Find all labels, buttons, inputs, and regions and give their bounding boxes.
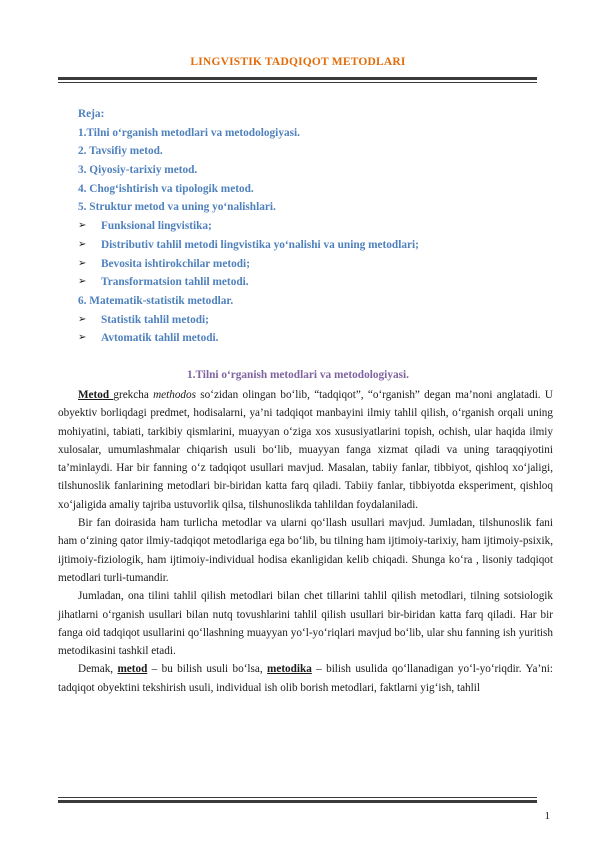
paragraph-4: Demak, metod – bu bilish usuli bo‘lsa, metodika – bilish usulida qo‘llanadigan yo‘l-yo‘riqdir. Ya’ni: tadqiqot obyektini tekshirish usuli, individual ish olib borish metodlari, faktlarni yig‘ish, tahlil — [58, 663, 553, 694]
page-number: 1 — [544, 810, 550, 822]
plan-item — [78, 311, 548, 330]
plan-item-text: Statistik tahlil metodi; — [101, 313, 209, 326]
paragraph-2: Bir fan doirasida ham turlicha metodlar va ularni qo‘llash usullari mavjud. Jumladan, tilshunoslik fani ham o‘zining qator ilmiy-tadqiqot metodlariga ega bo‘lib, bu tilning ham ijtimoiy-tarixiy, ham ijtimoiy-psixik, ijtimoiy-fiziologik, ham ijtimoiy-individual hodisa ekanligidan kelib chiqadi. Shunga ko‘ra , lisoniy tadqiqot metodlari turli-tumandir. — [58, 517, 553, 584]
plan-item-text: 2. Tavsifiy metod. — [78, 145, 163, 158]
arrow-bullet-icon: ➢ — [78, 220, 87, 232]
arrow-bullet-icon: ➢ — [78, 238, 87, 250]
plan-item-text: Bevosita ishtirokchilar metodi; — [101, 257, 250, 270]
arrow-bullet-icon: ➢ — [78, 332, 87, 344]
section-heading: 1.Tilni o‘rganish metodlari va metodologiyasi. — [187, 369, 409, 381]
page-title: LINGVISTIK TADQIQOT METODLARI — [190, 56, 406, 68]
plan-item — [78, 180, 548, 199]
plan-outline — [78, 105, 548, 348]
plan-heading: Reja: — [78, 108, 105, 120]
plan-item-text: 6. Matematik-statistik metodlar. — [78, 294, 234, 307]
body-text — [58, 386, 553, 697]
plan-item-text: 4. Chog‘ishtirish va tipologik metod. — [78, 182, 254, 195]
plan-item — [78, 198, 548, 217]
plan-item — [78, 124, 548, 143]
plan-item — [78, 236, 548, 255]
plan-item-text: 3. Qiyosiy-tarixiy metod. — [78, 164, 198, 177]
plan-item — [78, 161, 548, 180]
term-metod: Metod — [78, 389, 114, 401]
arrow-bullet-icon: ➢ — [78, 276, 87, 288]
plan-item — [78, 329, 548, 348]
plan-item-text: Avtomatik tahlil metodi. — [101, 332, 219, 345]
plan-item-text: 1.Tilni o‘rganish metodlari va metodologiyasi. — [78, 126, 300, 139]
plan-item — [78, 217, 548, 236]
plan-item-text: Funksional lingvistika; — [101, 220, 212, 233]
plan-item-text: 5. Struktur metod va uning yo‘nalishlari. — [78, 201, 276, 214]
plan-item — [78, 292, 548, 311]
footer-divider-thick — [58, 800, 537, 803]
plan-item — [78, 255, 548, 274]
plan-item-text: Distributiv tahlil metodi lingvistika yo‘nalishi va uning metodlari; — [101, 238, 419, 251]
plan-items — [78, 124, 548, 348]
paragraph-3: Jumladan, ona tilini tahlil qilish metodlari bilan chet tillarini tahlil qilish metodlari, tilning sotsiologik jihatlarni o‘rganish usullari bilan nutq tovushlarini tahlil qilish usullari bir-biridan katta farq qiladi. Har bir fanga oid tadqiqot usullarini qo‘llashning muayyan yo‘l-yo‘riqlari mavjud bo‘lib, ular shu fanning ish yuritish metodikasini tashkil etadi. — [58, 590, 553, 658]
term-origin: methodos — [153, 389, 196, 401]
plan-item-text: Transformatsion tahlil metodi. — [101, 276, 249, 289]
plan-item — [78, 273, 548, 292]
arrow-bullet-icon: ➢ — [78, 313, 87, 325]
term-metodika: metodika — [267, 663, 312, 676]
footer-divider-thin — [58, 797, 537, 798]
paragraph-1: Metod grekcha methodos so‘zidan olingan bo‘lib, “tadqiqot”, “o‘rganish” degan ma’noni anglatadi. U obyektiv borliqdagi predmet, hodisalarni, ya’ni tadqiqot manbayini ilmiy tahlil qilish, o‘rganish orqali uning mohiyatini, tabiati, tarkibiy qismlarini, muayyan o‘ziga xos xususiyatlarini topish, ochish, ular haqida ilmiy xulosalar, umumlashmalar chiqarish usuli bo‘lib, muayyan fanga xizmat qiladi va uning taraqqiyotini ta’minlaydi. Har bir fanning o‘z tadqiqot usullari mavjud. Masalan, tabiiy fanlar, tibbiyot, qishloq xo‘jaligi, tilshunoslik fanlarining metodlari bir-biridan katta farq qiladi. Tabiiy fanlar, tibbiyotda eksperiment, qishloq xo‘jaligida amaliy tajriba ustuvorlik qilsa, tilshunoslikda tahlildan foydalaniladi. — [58, 389, 553, 511]
plan-item — [78, 142, 548, 161]
header-divider-thick — [58, 77, 537, 80]
term-metod-2: metod — [117, 663, 148, 676]
arrow-bullet-icon: ➢ — [78, 257, 87, 269]
header-divider-thin — [58, 82, 537, 83]
